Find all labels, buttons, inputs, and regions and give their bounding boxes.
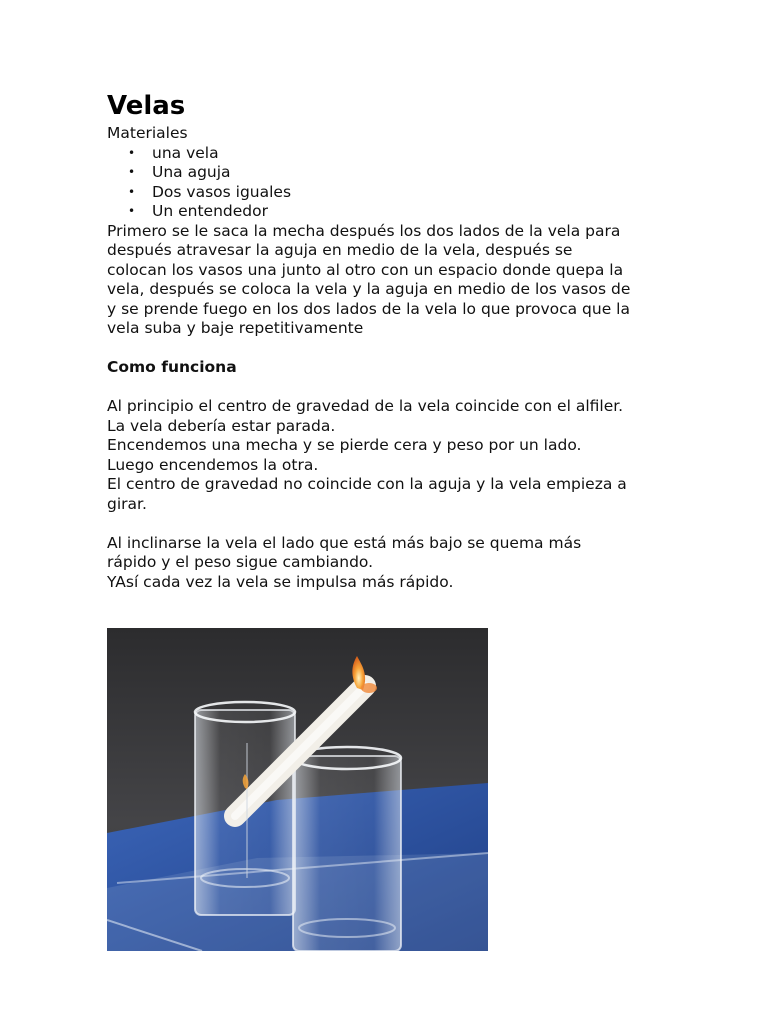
paragraph-line: YAsí cada vez la vela se impulsa más rápido.: [107, 572, 454, 591]
right-glass: [293, 747, 401, 951]
paragraph-line: y se prende fuego en los dos lados de la vela lo que provoca que la: [107, 299, 630, 318]
list-item: • Un entendedor: [128, 202, 268, 220]
bullet-icon: •: [128, 165, 136, 179]
photo-illustration: [107, 628, 488, 951]
paragraph-line: La vela debería estar parada.: [107, 416, 336, 435]
paragraph-line: vela suba y baje repetitivamente: [107, 319, 364, 337]
bullet-icon: •: [128, 204, 136, 218]
materials-label: Materiales: [107, 124, 188, 142]
paragraph-line: Primero se le saca la mecha después los dos lados de la vela para: [107, 221, 621, 240]
document-body: [107, 88, 667, 592]
explanation-paragraph: [107, 397, 667, 514]
bullet-icon: •: [128, 145, 136, 160]
paragraph-line: Al principio el centro de gravedad de la vela coincide con el alfiler.: [107, 397, 624, 415]
bullet-icon: •: [128, 184, 136, 199]
paragraph-line: después atravesar la aguja en medio de la vela, después se: [107, 241, 573, 259]
document-title: Velas: [107, 91, 186, 121]
candle-seesaw-photo: [107, 628, 488, 951]
paragraph-line: Luego encendemos la otra.: [107, 455, 319, 474]
paragraph-line: vela, después se coloca la vela y la aguja en medio de los vasos de: [107, 280, 631, 298]
list-item: • Dos vasos iguales: [128, 182, 292, 201]
conclusion-paragraph: [107, 534, 667, 593]
spacer: [107, 339, 667, 359]
spacer: [107, 514, 667, 534]
paragraph-line: Encendemos una mecha y se pierde cera y peso por un lado.: [107, 436, 582, 454]
paragraph-line: rápido y el peso sigue cambiando.: [107, 553, 374, 571]
section-heading: Como funciona: [107, 358, 237, 376]
spacer: [107, 378, 667, 398]
list-item: • Una aguja: [128, 163, 231, 181]
paragraph-line: El centro de gravedad no coincide con la aguja y la vela empieza a: [107, 475, 627, 493]
materials-list: [107, 144, 667, 222]
paragraph-line: colocan los vasos una junto al otro con un espacio donde quepa la: [107, 260, 624, 279]
procedure-paragraph: [107, 222, 667, 339]
paragraph-line: girar.: [107, 494, 147, 513]
paragraph-line: Al inclinarse la vela el lado que está más bajo se quema más: [107, 533, 582, 552]
list-item: • una vela: [128, 143, 219, 162]
